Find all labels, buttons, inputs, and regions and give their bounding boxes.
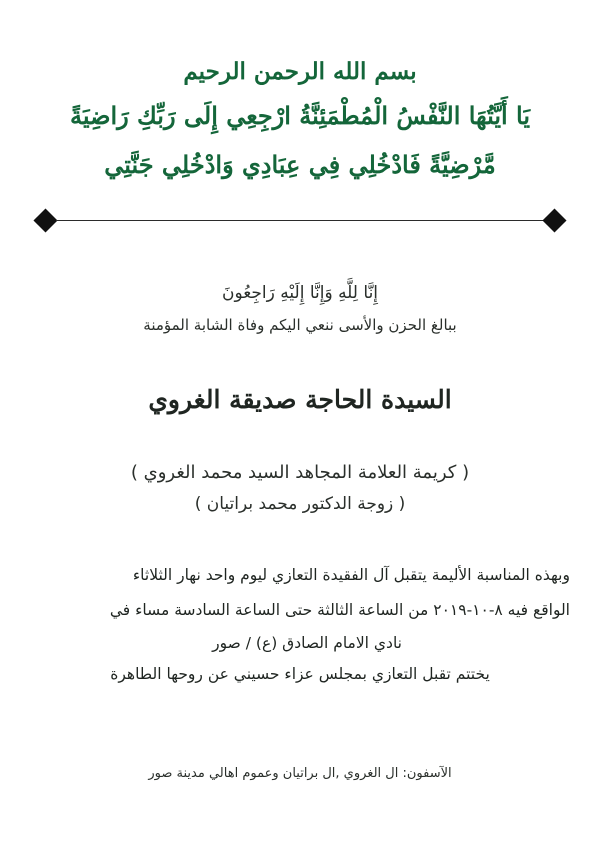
ornamental-divider: [32, 208, 568, 234]
mourners-list: الآسفون: ال الغروي ,ال براتيان وعموم اهالي مدينة صور: [148, 766, 452, 781]
diamond-ornament-icon: [33, 208, 57, 232]
relation-daughter-of: ( كريمة العلامة المجاهد السيد محمد الغروي ): [130, 462, 470, 483]
condolence-details-line-2: الواقع فيه ٨-١٠-٢٠١٩ من الساعة الثالثة حتى الساعة السادسة مساء في: [109, 601, 570, 619]
relation-wife-of: ( زوجة الدكتور محمد براتيان ): [194, 494, 406, 514]
divider-line: [56, 220, 544, 221]
diamond-ornament-icon: [542, 208, 566, 232]
basmala-heading: بسم الله الرحمن الرحيم: [183, 58, 417, 85]
announcement-intro: ببالغ الحزن والأسى ننعي اليكم وفاة الشابة المؤمنة: [143, 316, 457, 334]
quran-phrase: إِنَّا لِلَّهِ وَإِنَّا إِلَيْهِ رَاجِعُونَ: [221, 283, 379, 303]
quran-verse-line-2: مَّرْضِيَّةً فَادْخُلِي فِي عِبَادِي وَادْخُلِي جَنَّتِي: [104, 150, 496, 179]
condolence-details-line-1: وبهذه المناسبة الأليمة يتقبل آل الفقيدة التعازي ليوم واحد نهار الثلاثاء: [132, 566, 570, 584]
deceased-name: السيدة الحاجة صديقة الغروي: [148, 385, 452, 414]
condolence-venue: نادي الامام الصادق (ع) / صور: [212, 634, 402, 652]
quran-verse-line-1: يَا أَيَّتُهَا النَّفْسُ الْمُطْمَئِنَّةُ ارْجِعِي إِلَى رَبِّكِ رَاضِيَةً: [69, 101, 531, 130]
closing-majlis-note: يختتم تقبل التعازي بمجلس عزاء حسيني عن روحها الطاهرة: [110, 665, 490, 683]
